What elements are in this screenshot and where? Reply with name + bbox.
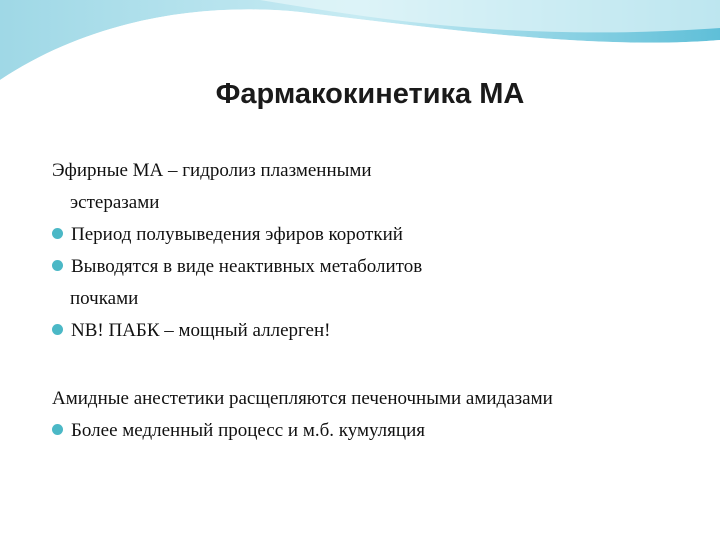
bullet-text: Выводятся в виде неактивных метаболитов	[71, 256, 423, 277]
bullet-text-continuation: почками	[70, 288, 139, 309]
bullet-text: Более медленный процесс и м.б. кумуляция	[71, 420, 425, 441]
bullet-icon	[52, 324, 63, 335]
slide-title: Фармакокинетика МА	[215, 78, 525, 110]
list-item	[52, 251, 702, 283]
slide-content	[52, 155, 702, 447]
list-item	[52, 219, 702, 251]
amides-intro: Амидные анестетики расщепляются печеночными амидазами	[52, 388, 553, 409]
bullet-text: NB! ПАБК – мощный аллерген!	[71, 320, 331, 341]
section-gap	[52, 347, 702, 383]
bullet-text: Период полувыведения эфиров короткий	[71, 224, 403, 245]
bullet-icon	[52, 260, 63, 271]
bullet-icon	[52, 424, 63, 435]
header-wave-decoration	[0, 0, 720, 90]
list-item	[52, 315, 702, 347]
esters-intro-line2: эстеразами	[70, 192, 160, 213]
list-item	[52, 415, 702, 447]
bullet-icon	[52, 228, 63, 239]
esters-intro-line1: Эфирные МА – гидролиз плазменными	[52, 160, 372, 181]
